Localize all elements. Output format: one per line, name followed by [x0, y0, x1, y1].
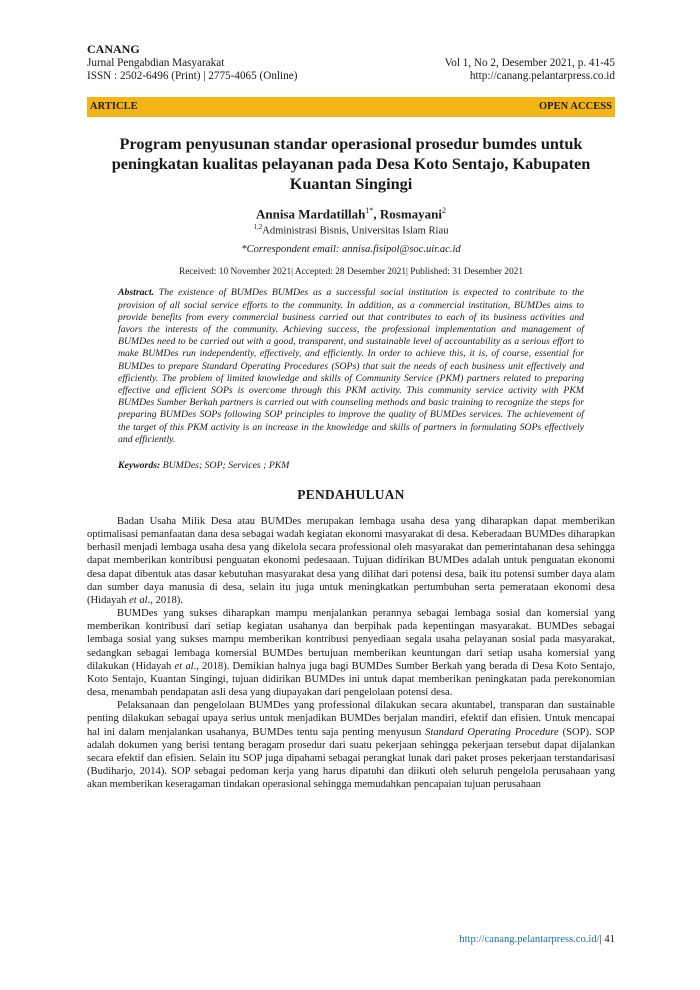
header-left	[87, 43, 297, 84]
author-line	[87, 206, 615, 222]
abstract-label: Abstract.	[118, 287, 155, 299]
body-text	[87, 515, 615, 791]
section-heading: PENDAHULUAN	[297, 487, 405, 502]
affiliation-text: Administrasi Bisnis, Universitas Islam Riau	[262, 225, 449, 237]
author-2-sup: 2	[442, 205, 447, 215]
journal-volume: Vol 1, No 2, Desember 2021, p. 41-45	[444, 56, 615, 69]
correspondent-email: *Correspondent email: annisa.fisipol@soc.uir.ac.id	[241, 244, 461, 256]
abstract-text: The existence of BUMDes BUMDes as a successful social institution is expected to contribute to the provision of all social service efforts to the community. In addition, as a commercial institution, BUMDes aims to provide benefits from every commercial business carried out that contributes to each of its business activities and favors the interests of the community. Achieving success, the professional implementation and management of BUMDes need to be carried out with a good, transparent, and sustainable level of accountability as a serious effort to make BUMDes run independently, effectively, and efficiently. In order to achieve this, it is, of course, essential for BUMDes to prepare Standard Operating Procedures (SOPs) that suit the needs of each business unit effectively and efficiently. The problem of limited knowledge and skills of Community Service (PKM) partners related to preparing effective and efficient SOPs is overcome through this PKM activity. This community service activity with PKM BUMDes Sumber Berkah partners is carried out with counseling methods and basic training to recognize the steps for preparing BUMDes SOPs following SOP principles to improve the quality of BUMDes services. The achievement of the target of this PKM activity is an increase in the knowledge and skills of partners in formulating SOPs effectively and efficiently.	[118, 287, 584, 445]
article-label: ARTICLE	[90, 101, 138, 112]
paragraph-1-tail: ., 2018).	[147, 594, 183, 606]
header-right	[445, 43, 615, 84]
keywords	[118, 460, 584, 471]
journal-header	[87, 43, 615, 84]
affiliation-sup: 1,2	[253, 222, 263, 231]
paragraph-2	[87, 607, 615, 699]
keywords-label: Keywords:	[118, 460, 161, 471]
journal-page	[87, 43, 615, 791]
author-2: , Rosmayani	[373, 205, 443, 221]
author-1-sup: 1*	[365, 205, 374, 215]
page-number: 41	[604, 934, 615, 945]
paragraph-2-text: BUMDes yang sukses diharapkan mampu menjalankan perannya sebagai lembaga sosial dan komersial yang memberikan kontribusi dari setiap kegiatan usahanya dan berpihak pada kepentingan masyarakat. BUMDes sebagai lembaga sosial yang sukses mampu memberikan kontribusi penyediaan segala usaha pelayanan sosial pada masyarakat, sedangkan sebagai lembaga komersial BUMDes bertujuan memberikan keuntungan dari setiap usaha komersial yang dilakukan (Hidayah	[87, 608, 615, 672]
open-access-label: OPEN ACCESS	[539, 101, 612, 112]
author-1: Annisa Mardatillah	[255, 205, 366, 221]
paragraph-1-text: Badan Usaha Milik Desa atau BUMDes merupakan lembaga usaha desa yang diharapkan dapat memberikan optimalisasi pemanfaatan dana desa sebagai wadah kegiatan ekonomi masyarakat di desa. Keberadaan BUMDes diharapkan berhasil menjadi lembaga usaha desa yang dikelola secara professional oleh masyarakat dan pemerintahanan desa sehingga dapat memberikan kontribusi penguatan ekonomi pedesaaan. Tujuan didirikan BUMDes adalah untuk penguatan ekonomi desa dapat dibentuk atas dasar kebutuhan masyarakat desa yang dilihat dari potensi desa, baik itu potensi sumber daya alam dan sumber daya manusia di desa, selain itu juga untuk meningkatkan pertumbuhan serta pemerataan ekonomi desa (Hidayah	[87, 516, 615, 606]
paragraph-2-tail: ., 2018). Demikian halnya juga bagi BUMDes Sumber Berkah yang berada di Desa Koto Sentajo, Koto Sentajo, Kuantan Singingi, tujuan didirikan BUMDes ini untuk dapat memberikan peningkatan pada perekonomian desa, menambah pendapatan asli desa yang diupayakan dari pengelolaan potensi desa.	[87, 660, 615, 699]
paragraph-2-italic: et al	[174, 660, 194, 672]
paragraph-3-italic: Standard Operating Procedure	[425, 726, 559, 738]
affiliation	[87, 223, 615, 237]
keywords-text: BUMDes; SOP; Services ; PKM	[160, 460, 290, 471]
journal-url[interactable]: http://canang.pelantarpress.co.id	[469, 70, 615, 82]
paragraph-3-tail: (SOP). SOP adalah dokumen yang berisi tentang beragam prosedur dari suatu pekerjaan sehingga pekerjaan tersebut dapat dijalankan secara efektif dan efisien. Selain itu SOP juga dipahami sebagai perangkat lunak dari paket proses pekerjaan terstandarisasi (Budiharjo, 2014). SOP sebagai pedoman kerja yang harus dipatuhi dan diikuti oleh seluruh pengelola perusahaan yang akan memberikan keseragaman tindakan operasional sehingga memudahkan pencapaian tujuan perusahaan	[87, 726, 615, 791]
footer-url[interactable]: http://canang.pelantarpress.co.id/	[459, 934, 600, 945]
journal-name: Jurnal Pengabdian Masyarakat	[87, 56, 225, 69]
journal-issn: ISSN : 2502-6496 (Print) | 2775-4065 (Online)	[87, 70, 298, 82]
journal-brand: CANANG	[87, 42, 140, 56]
paragraph-3	[87, 699, 615, 791]
paragraph-3-text: Pelaksanaan dan pengelolaan BUMDes yang professional dilakukan secara akuntabel, transparan dan sustainable penting dilakukan sebagai upaya serius untuk menjadikan BUMDes berjalan mandiri, efektif dan efisien. Untuk mencapai hal ini dalam menjalankan usahanya, BUMDes tentu saja penting menyusun	[87, 700, 615, 738]
page-footer	[87, 934, 615, 945]
publication-dates: Received: 10 November 2021| Accepted: 28 Desember 2021| Published: 31 Desember 2021	[178, 267, 524, 278]
paper-title: Program penyusunan standar operasional prosedur bumdes untuk peningkatan kualitas pelayanan pada Desa Koto Sentajo, Kabupaten Kuantan Singingi	[111, 133, 591, 193]
footer-separator: |	[599, 934, 605, 945]
article-band	[87, 97, 615, 117]
abstract	[118, 287, 584, 446]
paragraph-1	[87, 515, 615, 607]
paragraph-1-italic: et al	[129, 594, 148, 606]
